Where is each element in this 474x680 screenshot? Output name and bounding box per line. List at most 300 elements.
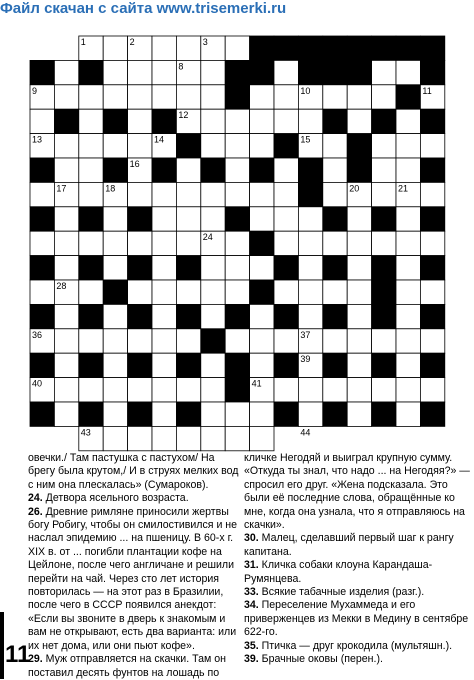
crossword-cell[interactable]	[201, 378, 225, 402]
crossword-cell[interactable]	[372, 60, 396, 84]
crossword-black-cell	[372, 256, 396, 280]
crossword-black-cell	[250, 231, 274, 255]
crossword-black-cell	[79, 60, 103, 84]
crossword-cell[interactable]	[152, 231, 176, 255]
crossword-black-cell	[420, 158, 444, 182]
crossword-black-cell	[347, 134, 371, 158]
crossword-cell[interactable]	[298, 304, 322, 328]
crossword-cell[interactable]	[152, 426, 176, 450]
crossword-cell[interactable]	[298, 256, 322, 280]
crossword-cell[interactable]	[201, 304, 225, 328]
crossword-black-cell	[152, 158, 176, 182]
crossword-cell[interactable]	[79, 378, 103, 402]
crossword-cell[interactable]	[225, 426, 249, 450]
crossword-cell[interactable]	[396, 109, 420, 133]
crossword-cell[interactable]	[152, 329, 176, 353]
clue-number: 29.	[28, 653, 46, 666]
crossword-cell[interactable]	[103, 85, 127, 109]
crossword-cell[interactable]	[298, 231, 322, 255]
crossword-cell[interactable]	[396, 378, 420, 402]
crossword-cell[interactable]	[176, 280, 200, 304]
cell-number: 44	[300, 427, 311, 438]
crossword-cell[interactable]	[79, 182, 103, 206]
crossword-cell[interactable]	[54, 85, 78, 109]
crossword-cell[interactable]	[396, 60, 420, 84]
crossword-black-cell	[250, 158, 274, 182]
crossword-cell[interactable]	[30, 182, 54, 206]
clue	[244, 452, 472, 532]
crossword-cell[interactable]	[152, 304, 176, 328]
crossword-cell[interactable]	[176, 378, 200, 402]
crossword-cell[interactable]	[54, 60, 78, 84]
cell-number: 19	[300, 183, 311, 194]
crossword-cell[interactable]	[396, 231, 420, 255]
crossword-cell[interactable]	[274, 207, 298, 231]
crossword-cell[interactable]	[347, 304, 371, 328]
crossword-cell[interactable]	[103, 402, 127, 426]
clue	[28, 452, 244, 492]
header-site-link[interactable]: www.trisemerki.ru	[156, 0, 287, 17]
cell-number: 26	[80, 256, 91, 267]
crossword-cell[interactable]	[396, 256, 420, 280]
crossword-black-cell	[323, 109, 347, 133]
crossword-black-cell	[225, 378, 249, 402]
clue-text: Муж отправляется на скачки. Там он поставил десять фунтов на лошадь по	[28, 653, 226, 679]
clue-number: 24.	[28, 492, 46, 505]
crossword-cell[interactable]	[152, 378, 176, 402]
cell-number: 2	[129, 37, 135, 47]
crossword-cell[interactable]	[250, 256, 274, 280]
crossword-cell[interactable]	[152, 60, 176, 84]
page-number: 11	[5, 641, 31, 668]
crossword-cell[interactable]	[372, 158, 396, 182]
crossword-cell[interactable]	[128, 329, 152, 353]
crossword-cell[interactable]	[396, 207, 420, 231]
crossword-cell[interactable]	[250, 134, 274, 158]
crossword-cell[interactable]	[298, 280, 322, 304]
cell-number: 1	[80, 37, 86, 47]
crossword-black-cell	[176, 256, 200, 280]
cell-number: 3	[202, 37, 208, 47]
crossword-cell[interactable]	[30, 280, 54, 304]
crossword-cell[interactable]	[323, 134, 347, 158]
cell-number: 24	[202, 232, 213, 243]
cell-number: 31	[129, 305, 140, 316]
crossword-cell[interactable]	[323, 85, 347, 109]
crossword-black-cell	[420, 256, 444, 280]
crossword-black-cell	[420, 36, 444, 60]
cell-number: 38	[178, 354, 189, 365]
clue	[28, 506, 244, 653]
crossword-cell[interactable]	[420, 231, 444, 255]
crossword-cell[interactable]	[103, 207, 127, 231]
crossword-cell[interactable]	[103, 256, 127, 280]
crossword-black-cell	[250, 60, 274, 84]
crossword-cell[interactable]	[128, 109, 152, 133]
cell-number: 12	[178, 110, 189, 121]
crossword-cell[interactable]	[128, 231, 152, 255]
crossword-cell[interactable]	[128, 85, 152, 109]
crossword-cell[interactable]	[152, 85, 176, 109]
crossword-cell[interactable]	[347, 402, 371, 426]
cell-number: 21	[398, 183, 409, 194]
crossword-cell[interactable]	[347, 353, 371, 377]
crossword-cell[interactable]	[372, 378, 396, 402]
crossword-cell[interactable]	[396, 134, 420, 158]
crossword-cell[interactable]	[103, 60, 127, 84]
crossword-cell[interactable]	[250, 353, 274, 377]
crossword-cell[interactable]	[298, 378, 322, 402]
clue-text: Древние римляне приносили жертвы богу Робигу, чтобы он смилостивился и не наслал эпидемию ... на пшеницу. В 60-х г. XIX в. от ... погибли плантации кофе на Цейлоне, после чего англичане и решили перейти на чай. Через сто лет история повторилась — на этот раз в Бразилии, после чего в СССР появился анекдот: «Если вы звоните в дверь к знакомым и вам не открывают, есть два варианта: или их нет дома, или они пьют кофе».	[28, 505, 238, 652]
crossword-black-cell	[396, 36, 420, 60]
crossword-black-cell	[298, 60, 322, 84]
crossword-cell[interactable]	[323, 280, 347, 304]
clue-number: 34.	[244, 599, 262, 612]
crossword-cell[interactable]	[372, 231, 396, 255]
crossword-cell[interactable]	[225, 109, 249, 133]
cell-number: 22	[32, 207, 43, 218]
crossword-cell[interactable]	[54, 353, 78, 377]
clue-text: Переселение Мухаммеда и его приверженцев из Мекки в Медину в сентябре 622-го.	[244, 599, 469, 639]
crossword-cell[interactable]	[103, 36, 127, 60]
crossword-cell[interactable]	[201, 402, 225, 426]
crossword-black-cell	[347, 158, 371, 182]
crossword-cell[interactable]	[103, 304, 127, 328]
crossword-cell[interactable]	[176, 85, 200, 109]
crossword-black-cell	[420, 207, 444, 231]
crossword-cell[interactable]	[79, 158, 103, 182]
crossword-cell[interactable]	[396, 304, 420, 328]
crossword-cell[interactable]	[152, 353, 176, 377]
crossword-black-cell	[347, 60, 371, 84]
crossword-black-cell	[201, 158, 225, 182]
crossword-cell[interactable]	[176, 158, 200, 182]
crossword-black-cell	[372, 109, 396, 133]
crossword-cell[interactable]	[274, 231, 298, 255]
crossword-cell[interactable]	[225, 231, 249, 255]
crossword-cell[interactable]	[298, 109, 322, 133]
crossword-cell[interactable]	[103, 329, 127, 353]
cell-number: 7	[373, 37, 379, 47]
cell-number: 32	[178, 305, 189, 316]
crossword-cell[interactable]	[347, 329, 371, 353]
crossword-cell[interactable]	[225, 329, 249, 353]
crossword-black-cell	[420, 353, 444, 377]
crossword-cell[interactable]	[396, 158, 420, 182]
crossword-black-cell	[30, 158, 54, 182]
crossword-black-cell	[54, 109, 78, 133]
crossword-cell[interactable]	[225, 182, 249, 206]
cell-number: 6	[349, 37, 355, 47]
crossword-cell[interactable]	[372, 134, 396, 158]
crossword-cell[interactable]	[79, 85, 103, 109]
crossword-cell[interactable]	[201, 353, 225, 377]
crossword-cell[interactable]	[128, 426, 152, 450]
crossword-cell[interactable]	[225, 256, 249, 280]
crossword-cell[interactable]	[201, 280, 225, 304]
clue-number: 35.	[244, 639, 262, 652]
crossword-cell[interactable]	[176, 207, 200, 231]
crossword-cell[interactable]	[250, 85, 274, 109]
crossword-black-cell	[396, 85, 420, 109]
crossword-black-cell	[372, 207, 396, 231]
crossword-cell[interactable]	[347, 85, 371, 109]
clue-text: Птичка — друг крокодила (мультяшн.).	[261, 639, 453, 652]
crossword-cell[interactable]	[250, 304, 274, 328]
crossword-black-cell	[274, 402, 298, 426]
crossword-cell[interactable]	[176, 329, 200, 353]
crossword-black-cell	[274, 353, 298, 377]
crossword-black-cell	[420, 109, 444, 133]
crossword-cell[interactable]	[420, 182, 444, 206]
crossword-black-cell	[128, 207, 152, 231]
cell-number: 41	[251, 378, 262, 389]
crossword-cell[interactable]	[250, 426, 274, 450]
crossword-cell[interactable]	[250, 182, 274, 206]
cell-number: 8	[178, 61, 184, 72]
clue-number: 26.	[28, 505, 46, 518]
crossword-cell[interactable]	[225, 134, 249, 158]
crossword-cell[interactable]	[298, 207, 322, 231]
crossword-black-cell	[323, 256, 347, 280]
crossword-cell[interactable]	[201, 134, 225, 158]
crossword-black-cell	[79, 304, 103, 328]
crossword-cell[interactable]	[152, 256, 176, 280]
crossword-cell[interactable]	[54, 256, 78, 280]
cell-number: 40	[32, 378, 43, 389]
crossword-black-cell	[103, 109, 127, 133]
crossword-cell[interactable]	[347, 109, 371, 133]
clue-number: 33.	[244, 586, 262, 599]
crossword-cell[interactable]	[103, 231, 127, 255]
crossword-cell[interactable]	[103, 426, 127, 450]
cell-number: 36	[32, 329, 43, 340]
crossword-black-cell	[30, 60, 54, 84]
crossword-cell[interactable]	[274, 85, 298, 109]
clue	[244, 532, 472, 559]
clue	[28, 492, 244, 505]
crossword-cell[interactable]	[201, 182, 225, 206]
crossword-black-cell	[103, 158, 127, 182]
crossword-black-cell	[274, 36, 298, 60]
clue-text: Брачные оковы (перен.).	[261, 653, 383, 666]
crossword-cell[interactable]	[79, 329, 103, 353]
crossword-black-cell	[274, 304, 298, 328]
crossword-cell[interactable]	[274, 158, 298, 182]
crossword-black-cell	[420, 402, 444, 426]
crossword-cell[interactable]	[152, 182, 176, 206]
cell-number: 37	[300, 329, 311, 340]
crossword-cell[interactable]	[128, 60, 152, 84]
crossword-cell[interactable]	[372, 329, 396, 353]
crossword-black-cell	[30, 402, 54, 426]
crossword-cell[interactable]	[274, 280, 298, 304]
clue-text: Всякие табачные изделия (разг.).	[261, 586, 425, 599]
crossword-cell[interactable]	[298, 402, 322, 426]
crossword-cell[interactable]	[347, 378, 371, 402]
cell-number: 9	[32, 85, 38, 96]
crossword-black-cell	[225, 304, 249, 328]
crossword-black-cell	[103, 280, 127, 304]
cell-number: 4	[251, 37, 257, 47]
cell-number: 5	[300, 37, 306, 47]
crossword-cell[interactable]	[176, 36, 200, 60]
crossword-cell[interactable]	[274, 60, 298, 84]
cell-number: 33	[324, 305, 335, 316]
clues-column-right	[244, 452, 472, 667]
crossword-cell[interactable]	[103, 134, 127, 158]
crossword-cell[interactable]	[347, 280, 371, 304]
crossword-black-cell	[323, 207, 347, 231]
crossword-black-cell	[152, 109, 176, 133]
cell-number: 42	[178, 403, 189, 413]
crossword-cell[interactable]	[372, 182, 396, 206]
cell-number: 14	[154, 134, 165, 145]
cell-number: 10	[300, 85, 311, 96]
crossword-black-cell	[372, 353, 396, 377]
crossword-black-cell	[323, 60, 347, 84]
crossword-cell[interactable]	[323, 231, 347, 255]
crossword-cell[interactable]	[323, 378, 347, 402]
cell-number: 27	[276, 256, 287, 267]
crossword-black-cell	[79, 402, 103, 426]
crossword-cell[interactable]	[225, 36, 249, 60]
cell-number: 15	[300, 134, 311, 145]
cell-number: 20	[349, 183, 360, 194]
crossword-cell[interactable]	[420, 378, 444, 402]
crossword-cell[interactable]	[54, 304, 78, 328]
crossword-cell[interactable]	[323, 158, 347, 182]
crossword-cell[interactable]	[79, 109, 103, 133]
clue	[244, 640, 472, 653]
crossword-cell[interactable]	[323, 329, 347, 353]
crossword-black-cell	[176, 134, 200, 158]
cell-number: 18	[105, 183, 116, 194]
crossword-cell[interactable]	[30, 231, 54, 255]
crossword-cell[interactable]	[54, 134, 78, 158]
crossword-cell[interactable]	[30, 109, 54, 133]
crossword-cell[interactable]	[201, 256, 225, 280]
crossword-cell[interactable]	[152, 207, 176, 231]
crossword-cell[interactable]	[79, 134, 103, 158]
page-tab-marker	[0, 612, 4, 679]
crossword-cell[interactable]	[420, 134, 444, 158]
crossword-black-cell	[323, 36, 347, 60]
cell-number: 30	[32, 305, 43, 316]
crossword-cell[interactable]	[225, 402, 249, 426]
crossword-cell[interactable]	[128, 134, 152, 158]
crossword-cell[interactable]	[103, 353, 127, 377]
crossword-black-cell	[323, 402, 347, 426]
clues-column-left	[28, 452, 244, 680]
crossword-cell[interactable]	[250, 329, 274, 353]
crossword-black-cell	[225, 353, 249, 377]
clue-number: 30.	[244, 532, 262, 545]
crossword-cell[interactable]	[250, 109, 274, 133]
crossword-cell[interactable]	[201, 207, 225, 231]
crossword-cell[interactable]	[396, 329, 420, 353]
crossword-cell[interactable]	[128, 378, 152, 402]
crossword-cell[interactable]	[274, 182, 298, 206]
crossword-cell[interactable]	[201, 60, 225, 84]
crossword-cell[interactable]	[347, 207, 371, 231]
cell-number: 29	[251, 281, 262, 291]
crossword-cell[interactable]	[201, 85, 225, 109]
cell-number: 39	[300, 354, 311, 365]
crossword-cell[interactable]	[54, 378, 78, 402]
crossword-cell[interactable]	[201, 426, 225, 450]
crossword-cell[interactable]	[274, 109, 298, 133]
crossword-black-cell	[79, 207, 103, 231]
crossword-cell[interactable]	[54, 231, 78, 255]
crossword-cell[interactable]	[274, 378, 298, 402]
crossword-cell[interactable]	[103, 378, 127, 402]
clue	[244, 599, 472, 639]
clue-text: Кличка собаки клоуна Карандаша-Румянцева.	[244, 559, 433, 585]
crossword-cell[interactable]	[54, 207, 78, 231]
crossword-black-cell	[298, 158, 322, 182]
crossword-cell[interactable]	[347, 231, 371, 255]
crossword-black-cell	[225, 85, 249, 109]
crossword-cell[interactable]	[128, 182, 152, 206]
cell-number: 11	[422, 85, 432, 96]
clue-text: овечки./ Там пастушка с пастухом/ На брегу была крутом,/ И в струях мелких вод с ним она плескалась» (Сумароков).	[28, 452, 239, 491]
crossword-black-cell	[128, 353, 152, 377]
cell-number: 17	[56, 183, 67, 194]
crossword-cell[interactable]	[250, 207, 274, 231]
cell-number: 35	[422, 305, 433, 316]
crossword-black-cell	[225, 60, 249, 84]
crossword-cell[interactable]	[274, 329, 298, 353]
header-text: Файл скачан с сайта	[0, 0, 157, 17]
crossword-cell[interactable]	[54, 329, 78, 353]
crossword-cell[interactable]	[372, 85, 396, 109]
crossword-black-cell	[128, 256, 152, 280]
crossword-cell[interactable]	[54, 402, 78, 426]
crossword-black-cell	[30, 353, 54, 377]
crossword-cell[interactable]	[323, 182, 347, 206]
crossword-cell[interactable]	[225, 158, 249, 182]
crossword-cell[interactable]	[79, 280, 103, 304]
crossword-cell[interactable]	[347, 256, 371, 280]
crossword-cell[interactable]	[225, 280, 249, 304]
crossword-cell[interactable]	[250, 402, 274, 426]
crossword-cell[interactable]	[176, 426, 200, 450]
crossword-cell[interactable]	[54, 158, 78, 182]
clue-number: 39.	[244, 653, 262, 666]
crossword-cell[interactable]	[128, 280, 152, 304]
crossword-cell[interactable]	[396, 280, 420, 304]
crossword-cell[interactable]	[176, 182, 200, 206]
crossword-black-cell	[128, 402, 152, 426]
crossword-cell[interactable]	[79, 231, 103, 255]
crossword-cell[interactable]	[152, 280, 176, 304]
crossword-black-cell	[372, 280, 396, 304]
crossword-cell[interactable]	[201, 109, 225, 133]
crossword-cell[interactable]	[420, 280, 444, 304]
clue	[244, 586, 472, 599]
cell-number: 28	[56, 281, 67, 291]
crossword-cell[interactable]	[152, 36, 176, 60]
crossword-cell[interactable]	[396, 402, 420, 426]
crossword-cell[interactable]	[420, 329, 444, 353]
crossword-cell[interactable]	[152, 402, 176, 426]
crossword-cell[interactable]	[396, 353, 420, 377]
cell-number: 16	[129, 159, 140, 169]
crossword-black-cell	[274, 134, 298, 158]
clue-text: Малец, сделавший первый шаг к рангу капитана.	[244, 532, 454, 558]
crossword-cell[interactable]	[176, 231, 200, 255]
